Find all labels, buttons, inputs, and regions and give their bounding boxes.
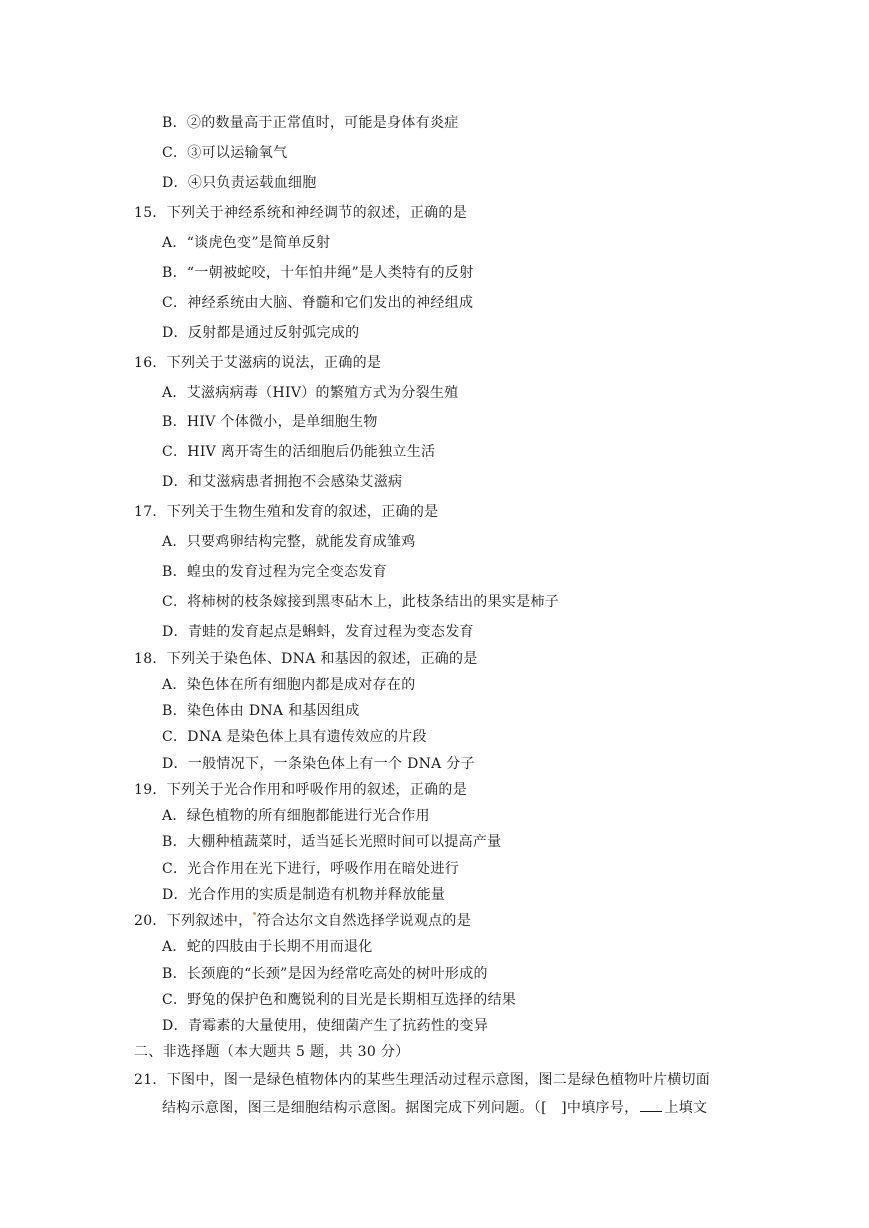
q16-option-b: B．HIV 个体微小，是单细胞生物 bbox=[162, 414, 378, 430]
question-21-line-1: 21．下图中，图一是绿色植物体内的某些生理活动过程示意图，图二是绿色植物叶片横切面 bbox=[134, 1072, 711, 1088]
q18-option-a: A．染色体在所有细胞内都是成对存在的 bbox=[162, 677, 416, 693]
q18-option-c: C．DNA 是染色体上具有遗传效应的片段 bbox=[162, 729, 427, 745]
q16-option-a: A．艾滋病病毒（HIV）的繁殖方式为分裂生殖 bbox=[162, 385, 459, 401]
q16-option-c: C．HIV 离开寄生的活细胞后仍能独立生活 bbox=[162, 444, 436, 460]
question-18: 18．下列关于染色体、DNA 和基因的叙述，正确的是 bbox=[134, 651, 478, 667]
q14-option-d: D．④只负责运载血细胞 bbox=[162, 175, 317, 191]
q17-option-a: A．只要鸡卵结构完整，就能发育成雏鸡 bbox=[162, 534, 416, 550]
q19-option-b: B．大棚种植蔬菜时，适当延长光照时间可以提高产量 bbox=[162, 834, 502, 850]
q17-option-b: B．蝗虫的发育过程为完全变态发育 bbox=[162, 564, 388, 580]
q20-option-b: B．长颈鹿的“长颈”是因为经常吃高处的树叶形成的 bbox=[162, 966, 488, 982]
q17-option-d: D．青蛙的发育起点是蝌蚪，发育过程为变态发育 bbox=[162, 624, 474, 640]
question-20-prefix: 20．下列叙述中， bbox=[134, 913, 253, 929]
question-20 bbox=[134, 912, 471, 930]
question-20-text: 符合达尔文自然选择学说观点的是 bbox=[256, 913, 472, 929]
q18-option-d: D．一般情况下，一条染色体上有一个 DNA 分子 bbox=[162, 756, 475, 772]
section-2-heading: 二、非选择题（本大题共 5 题，共 30 分） bbox=[134, 1044, 410, 1060]
q15-option-d: D．反射都是通过反射弧完成的 bbox=[162, 325, 360, 341]
q14-option-c: C．③可以运输氧气 bbox=[162, 145, 288, 161]
question-21-line-2 bbox=[162, 1099, 707, 1117]
q16-option-d: D．和艾滋病患者拥抱不会感染艾滋病 bbox=[162, 474, 403, 490]
q15-option-b: B．“一朝被蛇咬，十年怕井绳”是人类特有的反射 bbox=[162, 265, 474, 281]
question-21-line-2-text: 结构示意图，图三是细胞结构示意图。据图完成下列问题。（[ ]中填序号， bbox=[162, 1100, 639, 1116]
q19-option-d: D．光合作用的实质是制造有机物并释放能量 bbox=[162, 887, 446, 903]
q15-option-a: A．“谈虎色变”是简单反射 bbox=[162, 235, 331, 251]
question-21-line-2-end: 上填文 bbox=[664, 1100, 708, 1116]
fill-blank bbox=[640, 1099, 662, 1112]
question-17: 17．下列关于生物生殖和发育的叙述，正确的是 bbox=[134, 504, 439, 520]
q19-option-a: A．绿色植物的所有细胞都能进行光合作用 bbox=[162, 808, 430, 824]
q19-option-c: C．光合作用在光下进行，呼吸作用在暗处进行 bbox=[162, 861, 460, 877]
question-15: 15．下列关于神经系统和神经调节的叙述，正确的是 bbox=[134, 205, 468, 221]
q20-option-a: A．蛇的四肢由于长期不用而退化 bbox=[162, 939, 373, 955]
q14-option-b: B．②的数量高于正常值时，可能是身体有炎症 bbox=[162, 115, 459, 131]
q18-option-b: B．染色体由 DNA 和基因组成 bbox=[162, 703, 360, 719]
question-19: 19．下列关于光合作用和呼吸作用的叙述，正确的是 bbox=[134, 782, 468, 798]
q15-option-c: C．神经系统由大脑、脊髓和它们发出的神经组成 bbox=[162, 295, 474, 311]
q20-option-d: D．青霉素的大量使用，使细菌产生了抗药性的变异 bbox=[162, 1018, 489, 1034]
question-16: 16．下列关于艾滋病的说法，正确的是 bbox=[134, 355, 382, 371]
q20-option-c: C．野兔的保护色和鹰锐利的目光是长期相互选择的结果 bbox=[162, 992, 517, 1008]
q17-option-c: C．将柿树的枝条嫁接到黑枣砧木上，此枝条结出的果实是柿子 bbox=[162, 594, 560, 610]
ink-dot-mark bbox=[253, 912, 256, 915]
